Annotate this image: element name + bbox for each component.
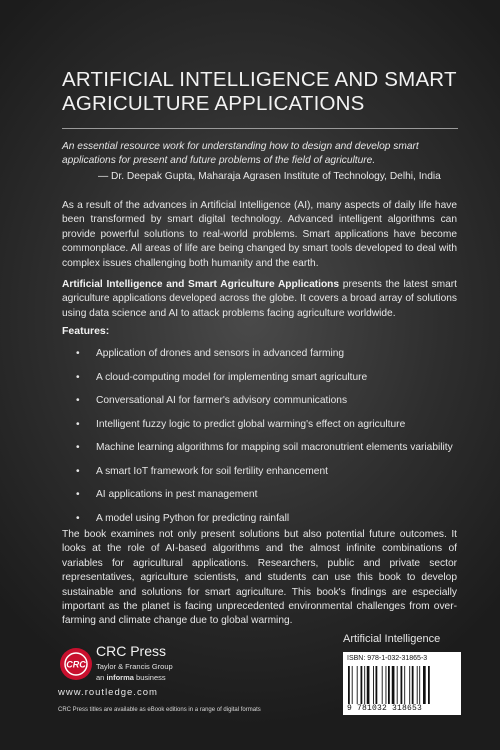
feature-item xyxy=(62,441,462,465)
publisher-tagline xyxy=(96,673,166,682)
bullet-icon: • xyxy=(76,465,80,477)
isbn-label: ISBN: 978-1-032-31865-3 xyxy=(347,655,428,662)
title-divider xyxy=(62,128,458,129)
isbn-barcode xyxy=(343,652,461,715)
feature-item xyxy=(62,347,462,371)
tagline-prefix: an xyxy=(96,673,107,682)
bullet-icon: • xyxy=(76,442,80,453)
ebook-note: CRC Press titles are available as eBook editions in a range of digital formats xyxy=(58,707,261,713)
subject-category: Artificial Intelligence xyxy=(343,633,441,645)
tagline-suffix: business xyxy=(133,673,166,682)
publisher-name: CRC Press xyxy=(96,643,167,659)
summary-paragraph xyxy=(62,278,457,321)
feature-text: AI applications in pest management xyxy=(96,489,258,500)
feature-text: Machine learning algorithms for mapping soil macronutrient elements variability xyxy=(96,442,453,453)
publisher-website[interactable]: www.routledge.com xyxy=(58,687,158,698)
bullet-icon: • xyxy=(76,512,80,524)
bullet-icon: • xyxy=(76,418,80,430)
summary-book-title: Artificial Intelligence and Smart Agriculture Applications xyxy=(62,279,340,290)
intro-paragraph: As a result of the advances in Artificial Intelligence (AI), many aspects of daily life have been transformed by smart digital technology. Advanced intelligent algorithms can provide powerful solutions to real-world problems. Smart applications have become commonplace. All areas of life are being changed by smart tools developed to deal with complex issues challenging both humanity and the earth. xyxy=(62,200,457,269)
feature-text: Intelligent fuzzy logic to predict global warming's effect on agriculture xyxy=(96,418,406,430)
publisher-group: Taylor & Francis Group xyxy=(96,662,173,671)
bullet-icon: • xyxy=(76,395,80,406)
bullet-icon: • xyxy=(76,489,80,500)
bullet-icon: • xyxy=(76,371,80,383)
feature-item xyxy=(62,371,462,395)
book-title: ARTIFICIAL INTELLIGENCE AND SMART AGRICULTURE APPLICATIONS xyxy=(62,68,457,115)
isbn-digits: 9 781032 318653 xyxy=(347,704,423,713)
bullet-icon: • xyxy=(76,348,80,359)
tagline-bold: informa xyxy=(106,673,134,682)
feature-text: Conversational AI for farmer's advisory communications xyxy=(96,395,348,406)
crc-logo-text: CRC xyxy=(66,659,86,670)
feature-item xyxy=(62,465,462,489)
endorsement-attribution: — Dr. Deepak Gupta, Maharaja Agrasen Institute of Technology, Delhi, India xyxy=(98,171,441,182)
feature-text: A cloud-computing model for implementing smart agriculture xyxy=(96,371,368,383)
features-list xyxy=(62,347,462,535)
feature-text: A smart IoT framework for soil fertility enhancement xyxy=(96,465,328,477)
feature-item xyxy=(62,418,462,442)
feature-item xyxy=(62,488,462,512)
endorsement-quote: An essential resource work for understanding how to design and develop smart applications for present and future problems of the field of agriculture. xyxy=(62,141,419,166)
feature-text: A model using Python for predicting rainfall xyxy=(96,512,290,524)
summary-text: presents the latest smart agriculture applications developed across the globe. It covers a broad array of solutions using data science and AI to attack problems facing agriculture worldwide. xyxy=(62,279,457,319)
feature-text: Application of drones and sensors in advanced farming xyxy=(96,348,345,359)
features-heading: Features: xyxy=(62,325,110,337)
closing-paragraph: The book examines not only present solutions but also potential future outcomes. It looks at the role of AI-based algorithms and the almost infinite combinations of variables for agricultural applications. Researchers, public and private sector representatives, agriculture scientists, and students can use this book to develop sustainable and solutions for smart agriculture. This book's findings are especially important as the planet is facing unprecedented environmental challenges from over-farming and climate change due to global warming. xyxy=(62,529,457,627)
barcode-icon xyxy=(347,666,457,704)
feature-item xyxy=(62,394,462,418)
crc-logo-icon xyxy=(58,646,94,682)
